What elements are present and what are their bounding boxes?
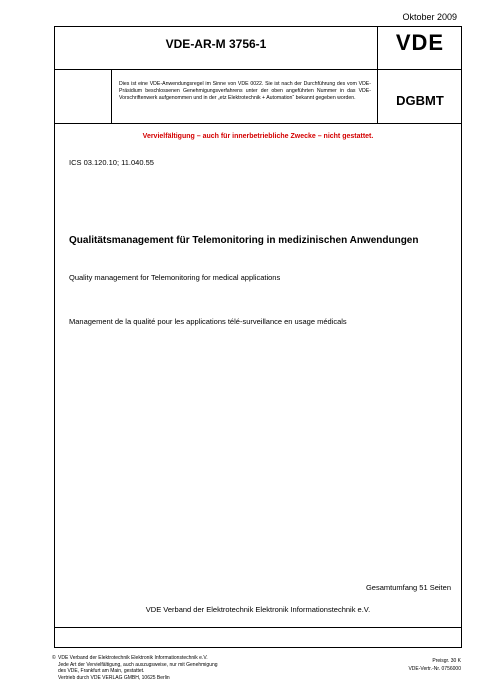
title-english: Quality management for Telemonitoring for medical applications xyxy=(69,273,281,282)
total-pages: Gesamtumfang 51 Seiten xyxy=(365,583,451,592)
header-divider xyxy=(55,69,461,70)
header-left-divider xyxy=(111,69,112,123)
footer-copyright xyxy=(52,655,218,681)
footer-pricing xyxy=(408,657,461,673)
vde-logo: VDE xyxy=(395,30,445,55)
footer-line: Jede Art der Vervielfältigung, auch auszugsweise, nur mit Genehmigung xyxy=(58,661,218,668)
publisher-name: VDE Verband der Elektrotechnik Elektronik Informationstechnik e.V. xyxy=(145,605,371,614)
cover-frame xyxy=(54,26,462,648)
application-rule-note: Dies ist eine VDE-Anwendungsregel im Sinne von VDE 0022. Sie ist nach der Durchführung des vom VDE-Präsidium beschlossenen Genehmigungsverfahrens unter der oben angeführten Nummer in das VDE-Vorschriftenwerk aufgenommen und in der „etz Elektrotechnik + Automation“ bekannt gegeben worden. xyxy=(119,81,371,101)
publication-date: Oktober 2009 xyxy=(402,12,457,22)
price-group: Preisgr. 30 K xyxy=(432,658,461,664)
reproduction-notice: Vervielfältigung – auch für innerbetriebliche Zwecke – nicht gestattet. xyxy=(142,133,374,140)
footer-line: Vertrieb durch VDE VERLAG GMBH, 10625 Berlin xyxy=(58,674,170,681)
header-bottom-border xyxy=(55,123,461,124)
title-german: Qualitätsmanagement für Telemonitoring in medizinischen Anwendungen xyxy=(69,235,419,246)
footer-line: des VDE, Frankfurt am Main, gestattet. xyxy=(58,668,145,674)
ics-codes: ICS 03.120.10; 11.040.55 xyxy=(69,158,154,167)
document-number: VDE-AR-M 3756-1 xyxy=(165,37,267,51)
footer-line: VDE Verband der Elektrotechnik Elektronik Informationstechnik e.V. xyxy=(58,655,208,661)
order-number: VDE-Vertr.-Nr. 0756000 xyxy=(408,666,461,672)
copyright-symbol: © xyxy=(52,655,56,661)
committee-code: DGBMT xyxy=(396,93,444,108)
footer-divider xyxy=(55,627,461,628)
title-french: Management de la qualité pour les applications télé-surveillance en usage médicals xyxy=(69,317,347,326)
